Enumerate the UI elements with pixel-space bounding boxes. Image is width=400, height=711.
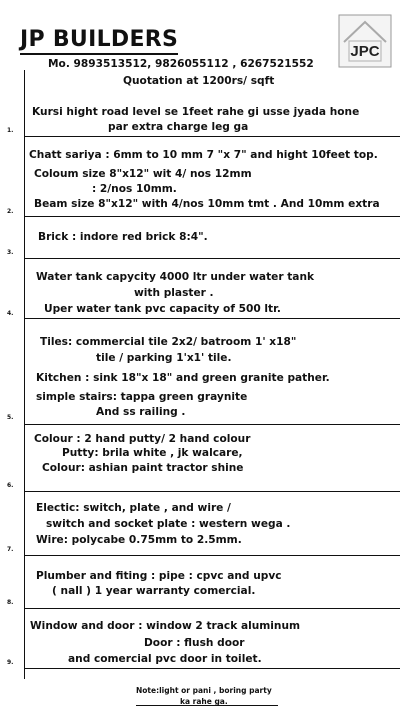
note-line-1: Note:light or pani , boring party <box>136 686 272 695</box>
section-line: Colour: ashian paint tractor shine <box>42 462 244 474</box>
section-line: Plumber and fiting : pipe : cpvc and upvc <box>36 570 282 582</box>
section-divider <box>24 491 400 492</box>
section-line: and comercial pvc door in toilet. <box>68 653 262 665</box>
section-number: 4. <box>7 310 14 317</box>
section-line: Coloum size 8"x12" wit 4/ nos 12mm <box>34 168 252 180</box>
section-line: Beam size 8"x12" with 4/nos 10mm tmt . And 10mm extra <box>34 198 380 210</box>
note-line-2: ka rahe ga. <box>179 697 228 706</box>
section-number: 9. <box>7 659 14 666</box>
contact-numbers: Mo. 9893513512, 9826055112 , 6267521552 <box>48 58 314 70</box>
company-title: JP BUILDERS <box>20 28 178 55</box>
section-divider <box>24 668 400 669</box>
section-line: par extra charge leg ga <box>108 121 249 133</box>
section-line: And ss railing . <box>96 406 186 418</box>
note-underline <box>136 705 278 706</box>
footer-note <box>136 685 272 707</box>
section-line: Door : flush door <box>144 637 245 649</box>
section-line: : 2/nos 10mm. <box>92 183 177 195</box>
section-number: 3. <box>7 249 14 256</box>
section-line: Colour : 2 hand putty/ 2 hand colour <box>34 433 251 445</box>
section-divider <box>24 608 400 609</box>
section-line: tile / parking 1'x1' tile. <box>96 352 232 364</box>
section-line: Chatt sariya : 6mm to 10 mm 7 "x 7" and hight 10feet top. <box>29 149 378 161</box>
section-line: Putty: brila white , jk walcare, <box>62 447 243 459</box>
section-divider <box>24 258 400 259</box>
quotation-rate: Quotation at 1200rs/ sqft <box>123 75 275 87</box>
section-line: simple stairs: tappa green graynite <box>36 391 248 403</box>
section-line: Kursi hight road level se 1feet rahe gi usse jyada hone <box>32 106 360 118</box>
section-number: 5. <box>7 414 14 421</box>
section-divider <box>24 555 400 556</box>
section-divider <box>24 136 400 137</box>
section-line: Water tank capycity 4000 ltr under water tank <box>36 271 315 283</box>
section-number: 6. <box>7 482 14 489</box>
section-number: 8. <box>7 599 14 606</box>
section-line: Electic: switch, plate , and wire / <box>36 502 231 514</box>
section-number: 7. <box>7 546 14 553</box>
section-line: Uper water tank pvc capacity of 500 ltr. <box>44 303 281 315</box>
section-line: Tiles: commercial tile 2x2/ batroom 1' x18" <box>40 336 297 348</box>
section-number: 2. <box>7 208 14 215</box>
section-line: switch and socket plate : western wega . <box>46 518 291 530</box>
jpc-logo <box>338 14 392 68</box>
section-number: 1. <box>7 127 14 134</box>
section-line: Window and door : window 2 track aluminum <box>30 620 301 632</box>
section-line: Wire: polycabe 0.75mm to 2.5mm. <box>36 534 242 546</box>
section-line: Brick : indore red brick 8:4". <box>38 231 208 243</box>
section-line: ( nall ) 1 year warranty comercial. <box>52 585 256 597</box>
svg-text:JPC: JPC <box>350 43 380 60</box>
section-divider <box>24 216 400 217</box>
section-divider <box>24 424 400 425</box>
margin-vertical-rule <box>24 70 25 679</box>
section-divider <box>24 318 400 319</box>
section-line: Kitchen : sink 18"x 18" and green granite pather. <box>36 372 330 384</box>
section-line: with plaster . <box>134 287 214 299</box>
